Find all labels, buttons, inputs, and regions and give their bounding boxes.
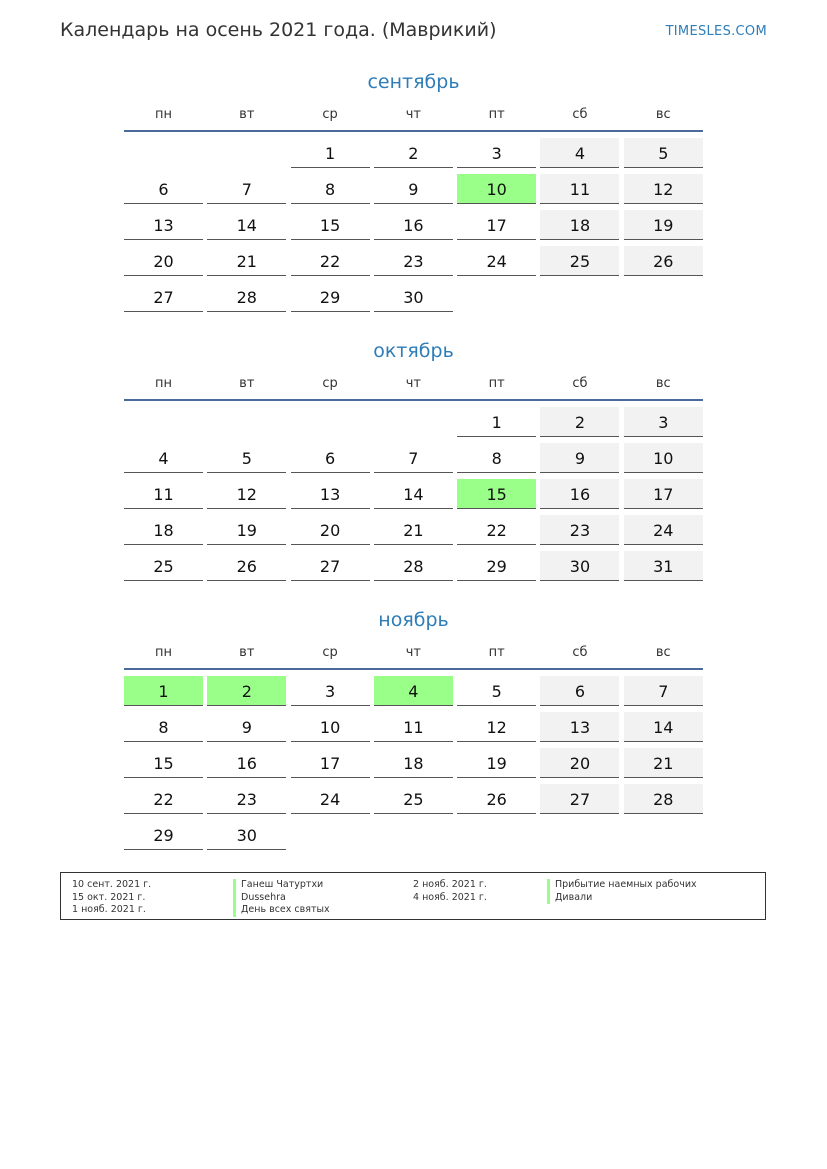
weekday-label: вт xyxy=(239,107,255,122)
day-cell[interactable]: 26 xyxy=(624,246,703,276)
day-cell[interactable]: 27 xyxy=(291,551,370,581)
day-cell[interactable]: 4 xyxy=(124,443,203,473)
day-cell[interactable]: 26 xyxy=(457,784,536,814)
day-cell[interactable]: 11 xyxy=(540,174,619,204)
legend-dates-col-2 xyxy=(413,879,487,904)
day-cell[interactable]: 14 xyxy=(374,479,453,509)
day-cell[interactable]: 16 xyxy=(207,748,286,778)
weekday-label: сб xyxy=(572,107,588,122)
day-cell[interactable]: 25 xyxy=(124,551,203,581)
holiday-day-cell[interactable]: 10 xyxy=(457,174,536,204)
weekday-row xyxy=(124,373,703,401)
days-grid xyxy=(124,407,703,581)
day-cell[interactable]: 8 xyxy=(291,174,370,204)
weekday-label: ср xyxy=(322,376,338,391)
day-cell[interactable]: 17 xyxy=(291,748,370,778)
day-cell[interactable]: 26 xyxy=(207,551,286,581)
day-cell[interactable]: 29 xyxy=(457,551,536,581)
day-cell[interactable]: 2 xyxy=(374,138,453,168)
legend-date: 4 нояб. 2021 г. xyxy=(413,891,487,903)
weekday-label: чт xyxy=(405,107,422,122)
day-cell[interactable]: 11 xyxy=(374,712,453,742)
day-cell[interactable]: 30 xyxy=(207,820,286,850)
day-cell[interactable]: 13 xyxy=(540,712,619,742)
day-cell[interactable]: 18 xyxy=(124,515,203,545)
day-cell[interactable]: 9 xyxy=(207,712,286,742)
empty-cell xyxy=(291,407,370,437)
day-cell[interactable]: 7 xyxy=(624,676,703,706)
site-link[interactable]: TIMESLES.COM xyxy=(665,24,767,39)
legend-holiday-name: Прибытие наемных рабочих xyxy=(547,879,697,892)
weekday-label: чт xyxy=(405,645,422,660)
day-cell[interactable]: 21 xyxy=(374,515,453,545)
day-cell[interactable]: 7 xyxy=(207,174,286,204)
day-cell[interactable]: 3 xyxy=(457,138,536,168)
legend-date: 10 сент. 2021 г. xyxy=(72,879,152,890)
month-september xyxy=(124,68,703,312)
empty-cell xyxy=(207,407,286,437)
month-october xyxy=(124,337,703,581)
day-cell[interactable]: 21 xyxy=(207,246,286,276)
legend-holiday-name: День всех святых xyxy=(233,904,330,917)
weekday-label: ср xyxy=(322,645,338,660)
day-cell[interactable]: 15 xyxy=(124,748,203,778)
day-cell[interactable]: 16 xyxy=(540,479,619,509)
legend-names-col-1 xyxy=(233,879,330,917)
legend-dates-col-1 xyxy=(72,879,151,917)
day-cell[interactable]: 21 xyxy=(624,748,703,778)
day-cell[interactable]: 28 xyxy=(207,282,286,312)
weekday-label: пт xyxy=(488,645,505,660)
legend-date: 2 нояб. 2021 г. xyxy=(413,879,487,890)
day-cell[interactable]: 11 xyxy=(124,479,203,509)
weekday-row xyxy=(124,642,703,670)
day-cell[interactable]: 20 xyxy=(291,515,370,545)
day-cell[interactable]: 13 xyxy=(291,479,370,509)
empty-cell xyxy=(207,138,286,168)
day-cell[interactable]: 3 xyxy=(624,407,703,437)
weekday-label: вс xyxy=(655,107,671,122)
legend-names-col-2 xyxy=(547,879,697,904)
days-grid xyxy=(124,138,703,312)
weekday-label: вт xyxy=(239,645,255,660)
day-cell[interactable]: 1 xyxy=(291,138,370,168)
month-november xyxy=(124,606,703,850)
weekday-label: сб xyxy=(572,645,588,660)
day-cell[interactable]: 13 xyxy=(124,210,203,240)
day-cell[interactable]: 4 xyxy=(540,138,619,168)
day-cell[interactable]: 14 xyxy=(624,712,703,742)
weekday-row xyxy=(124,104,703,132)
day-cell[interactable]: 8 xyxy=(457,443,536,473)
weekday-label: пт xyxy=(488,376,505,391)
holiday-legend xyxy=(60,872,766,920)
day-cell[interactable]: 31 xyxy=(624,551,703,581)
month-name: ноябрь xyxy=(378,609,449,631)
day-cell[interactable]: 9 xyxy=(374,174,453,204)
legend-holiday-name: Дивали xyxy=(547,892,697,905)
day-cell[interactable]: 6 xyxy=(291,443,370,473)
legend-date: 15 окт. 2021 г. xyxy=(72,891,146,903)
day-cell[interactable]: 5 xyxy=(624,138,703,168)
empty-cell xyxy=(124,407,203,437)
day-cell[interactable]: 30 xyxy=(374,282,453,312)
day-cell[interactable]: 14 xyxy=(207,210,286,240)
day-cell[interactable]: 16 xyxy=(374,210,453,240)
day-cell[interactable]: 9 xyxy=(540,443,619,473)
day-cell[interactable]: 18 xyxy=(540,210,619,240)
legend-holiday-name: Dussehra xyxy=(233,892,330,905)
weekday-label: пн xyxy=(155,645,172,660)
day-cell[interactable]: 22 xyxy=(291,246,370,276)
day-cell[interactable]: 29 xyxy=(291,282,370,312)
day-cell[interactable]: 22 xyxy=(457,515,536,545)
day-cell[interactable]: 10 xyxy=(291,712,370,742)
days-grid xyxy=(124,676,703,850)
day-cell[interactable]: 23 xyxy=(374,246,453,276)
day-cell[interactable]: 28 xyxy=(624,784,703,814)
legend-date: 1 нояб. 2021 г. xyxy=(72,904,146,915)
day-cell[interactable]: 29 xyxy=(124,820,203,850)
day-cell[interactable]: 12 xyxy=(457,712,536,742)
day-cell[interactable]: 3 xyxy=(291,676,370,706)
weekday-label: чт xyxy=(405,376,422,391)
month-name: сентябрь xyxy=(367,71,460,93)
day-cell[interactable]: 19 xyxy=(624,210,703,240)
day-cell[interactable]: 30 xyxy=(540,551,619,581)
weekday-label: пт xyxy=(488,107,505,122)
day-cell[interactable]: 5 xyxy=(457,676,536,706)
day-cell[interactable]: 28 xyxy=(374,551,453,581)
day-cell[interactable]: 5 xyxy=(207,443,286,473)
day-cell[interactable]: 24 xyxy=(291,784,370,814)
day-cell[interactable]: 7 xyxy=(374,443,453,473)
day-cell[interactable]: 25 xyxy=(540,246,619,276)
month-name: октябрь xyxy=(373,340,454,362)
day-cell[interactable]: 10 xyxy=(624,443,703,473)
weekday-label: вс xyxy=(655,645,671,660)
weekday-label: сб xyxy=(572,376,588,391)
holiday-day-cell[interactable]: 4 xyxy=(374,676,453,706)
day-cell[interactable]: 1 xyxy=(457,407,536,437)
day-cell[interactable]: 24 xyxy=(624,515,703,545)
day-cell[interactable]: 19 xyxy=(457,748,536,778)
day-cell[interactable]: 27 xyxy=(124,282,203,312)
day-cell[interactable]: 23 xyxy=(207,784,286,814)
day-cell[interactable]: 19 xyxy=(207,515,286,545)
day-cell[interactable]: 8 xyxy=(124,712,203,742)
holiday-day-cell[interactable]: 2 xyxy=(207,676,286,706)
legend-holiday-name: Ганеш Чатуртхи xyxy=(233,879,330,892)
day-cell[interactable]: 20 xyxy=(540,748,619,778)
day-cell[interactable]: 15 xyxy=(291,210,370,240)
empty-cell xyxy=(374,407,453,437)
day-cell[interactable]: 6 xyxy=(124,174,203,204)
weekday-label: пн xyxy=(155,376,172,391)
weekday-label: ср xyxy=(322,107,338,122)
day-cell[interactable]: 18 xyxy=(374,748,453,778)
day-cell[interactable]: 25 xyxy=(374,784,453,814)
day-cell[interactable]: 23 xyxy=(540,515,619,545)
page-title: Календарь на осень 2021 года. (Маврикий) xyxy=(60,19,497,41)
day-cell[interactable]: 12 xyxy=(624,174,703,204)
day-cell[interactable]: 22 xyxy=(124,784,203,814)
day-cell[interactable]: 20 xyxy=(124,246,203,276)
empty-cell xyxy=(124,138,203,168)
day-cell[interactable]: 27 xyxy=(540,784,619,814)
day-cell[interactable]: 2 xyxy=(540,407,619,437)
weekday-label: вс xyxy=(655,376,671,391)
holiday-day-cell[interactable]: 1 xyxy=(124,676,203,706)
holiday-day-cell[interactable]: 15 xyxy=(457,479,536,509)
day-cell[interactable]: 17 xyxy=(457,210,536,240)
day-cell[interactable]: 17 xyxy=(624,479,703,509)
day-cell[interactable]: 12 xyxy=(207,479,286,509)
day-cell[interactable]: 6 xyxy=(540,676,619,706)
weekday-label: пн xyxy=(155,107,172,122)
day-cell[interactable]: 24 xyxy=(457,246,536,276)
weekday-label: вт xyxy=(239,376,255,391)
